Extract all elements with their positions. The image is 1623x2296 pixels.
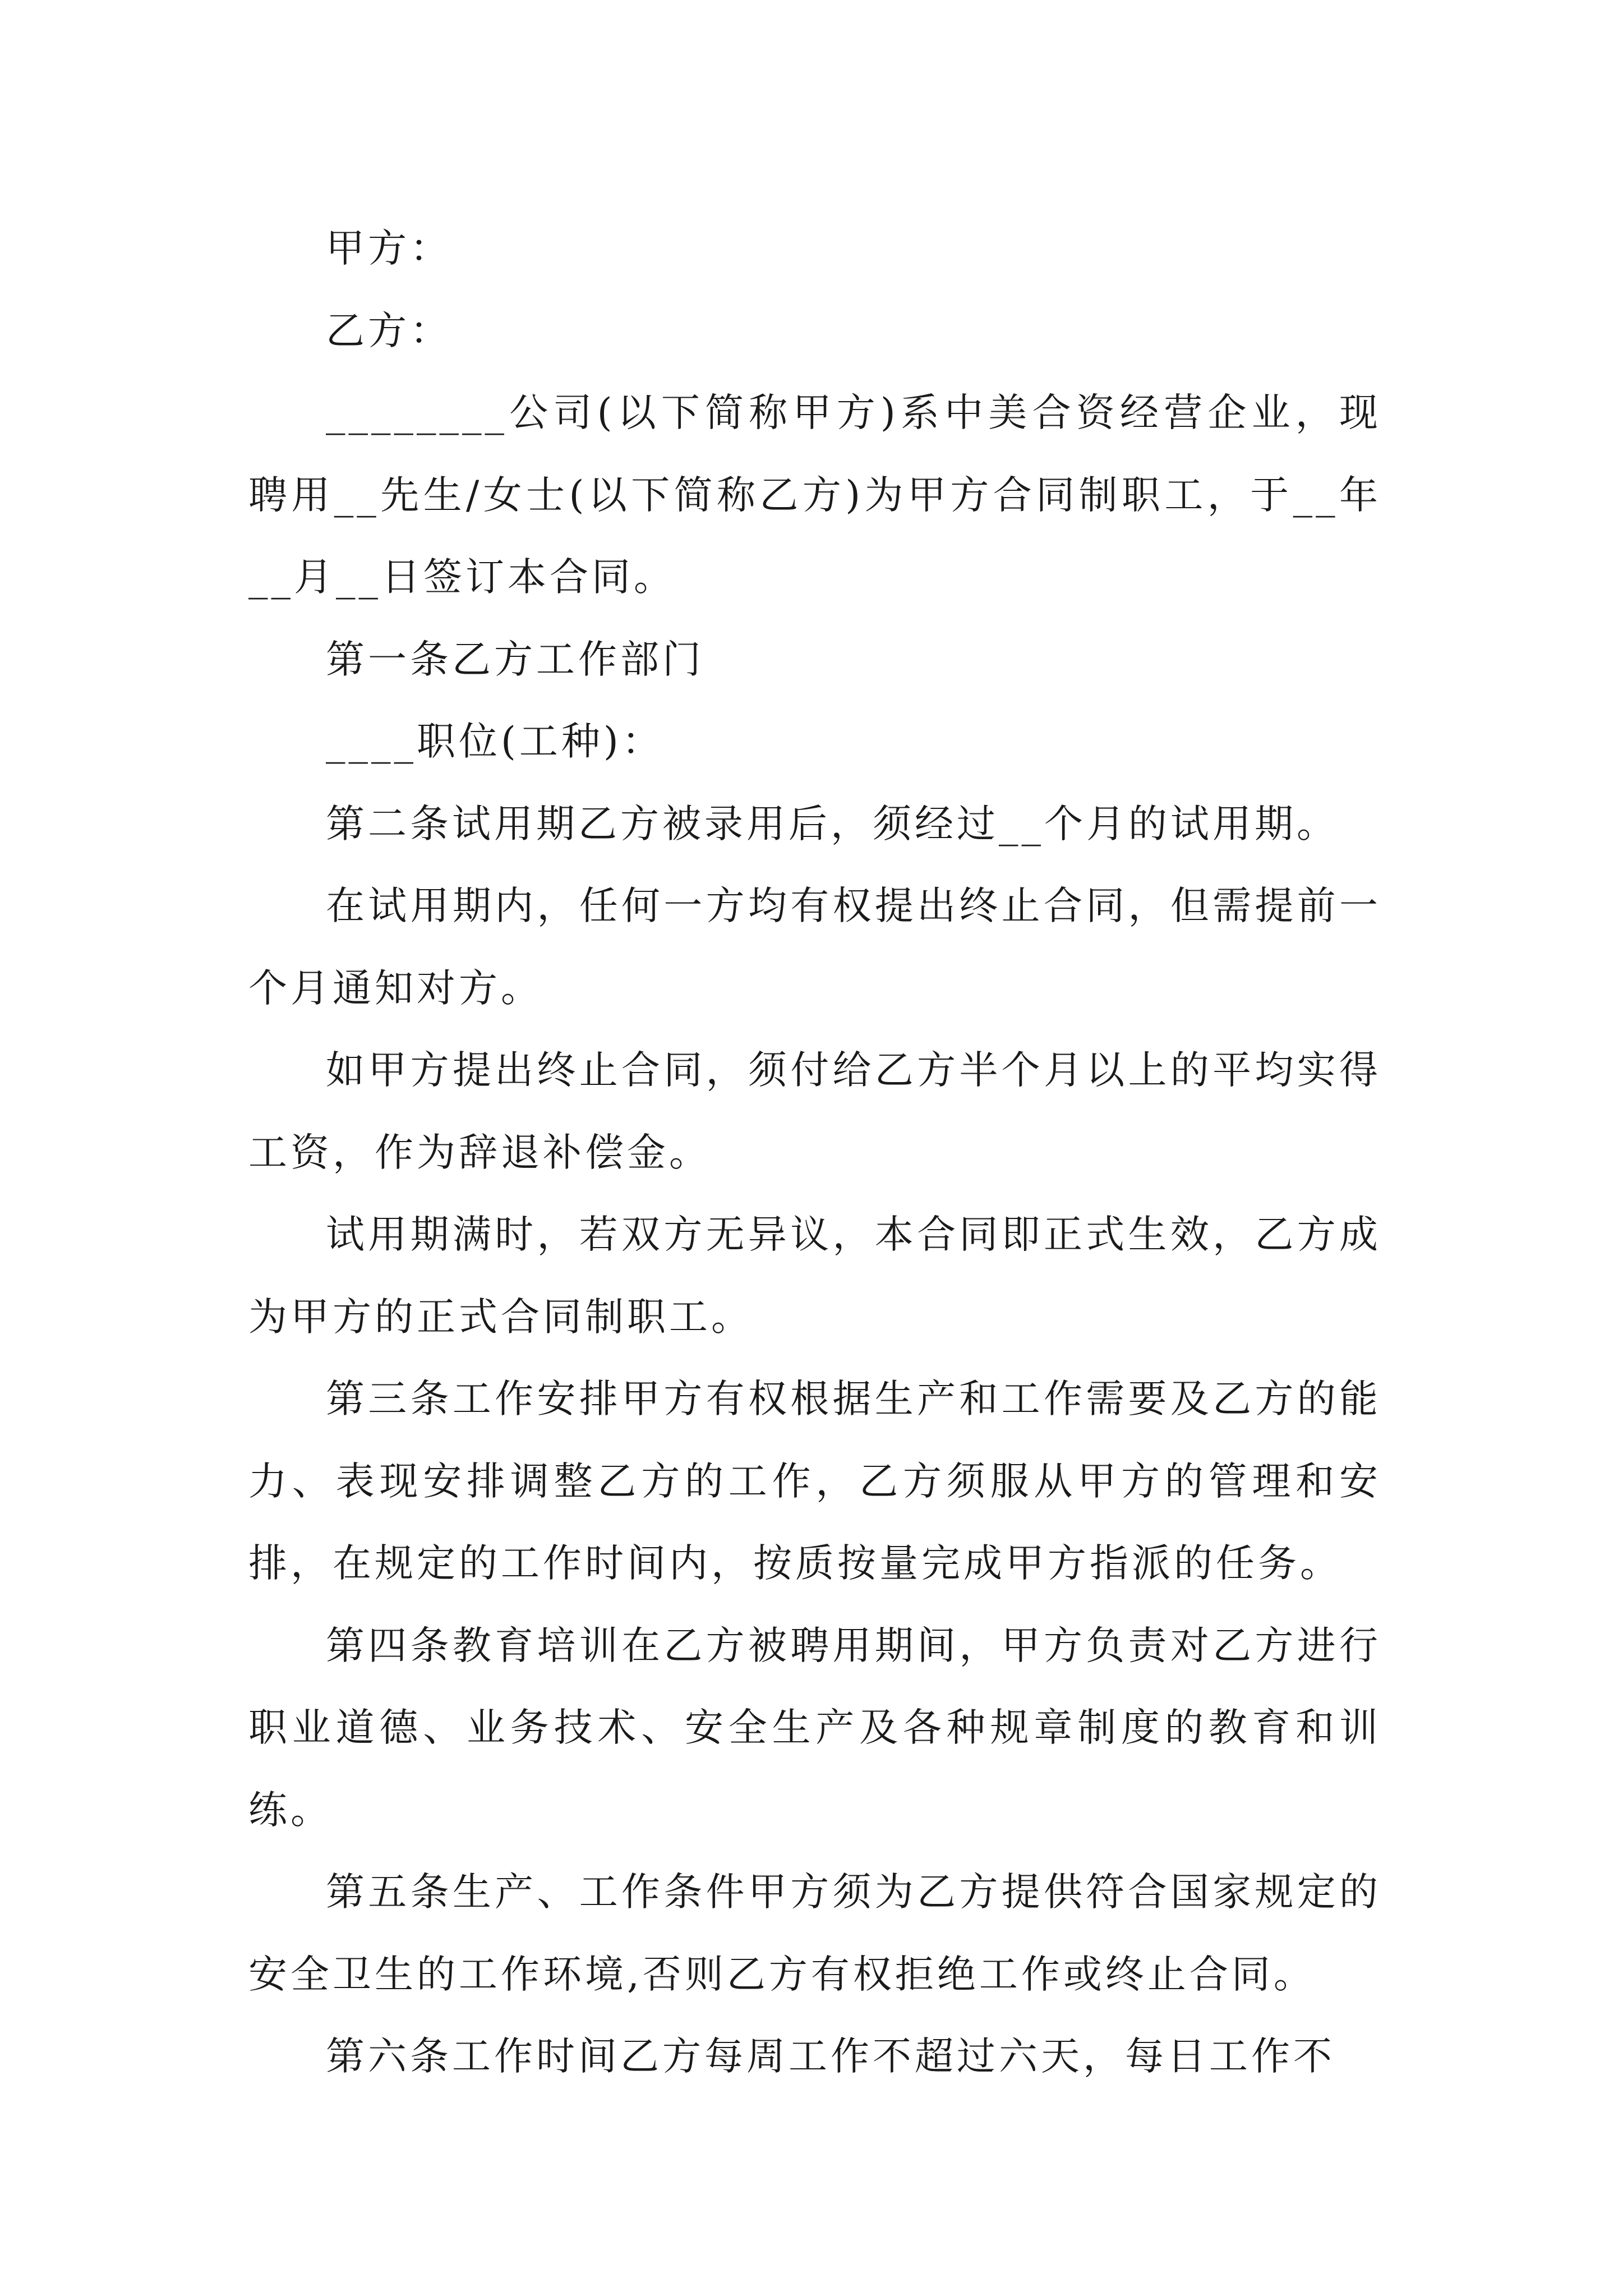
party-b-line: 乙方： xyxy=(326,308,452,353)
article-6-paragraph: 第六条工作时间乙方每周工作不超过六天，每日工作不 xyxy=(326,2034,1335,2079)
party-a-line: 甲方： xyxy=(326,226,452,271)
probation-end-paragraph: 试用期满时，若双方无异议，本合同即正式生效，乙方成为甲方的正式合同制职工。 xyxy=(248,1212,1381,1340)
article-5-paragraph: 第五条生产、工作条件甲方须为乙方提供符合国家规定的安全卫生的工作环境,否则乙方有权拒绝工作或终止合同。 xyxy=(248,1870,1381,1997)
document-body xyxy=(248,208,1381,2098)
article-1-heading: 第一条乙方工作部门 xyxy=(326,637,704,682)
severance-paragraph: 如甲方提出终止合同，须付给乙方半个月以上的平均实得工资，作为辞退补偿金。 xyxy=(248,1048,1381,1175)
article-3-paragraph: 第三条工作安排甲方有权根据生产和工作需要及乙方的能力、表现安排调整乙方的工作，乙方须服从甲方的管理和安排，在规定的工作时间内，按质按量完成甲方指派的任务。 xyxy=(248,1377,1381,1586)
article-4-paragraph: 第四条教育培训在乙方被聘用期间，甲方负责对乙方进行职业道德、业务技术、安全生产及各种规章制度的教育和训练。 xyxy=(248,1623,1381,1833)
article-2-paragraph: 第二条试用期乙方被录用后，须经过__个月的试用期。 xyxy=(326,801,1339,846)
probation-termination-paragraph: 在试用期内，任何一方均有权提出终止合同，但需提前一个月通知对方。 xyxy=(248,884,1381,1011)
preamble-paragraph: ________公司(以下简称甲方)系中美合资经营企业，现聘用__先生/女士(以下简称乙方)为甲方合同制职工，于__年__月__日签订本合同。 xyxy=(248,390,1381,600)
article-1-position: ____职位(工种)： xyxy=(326,719,664,764)
